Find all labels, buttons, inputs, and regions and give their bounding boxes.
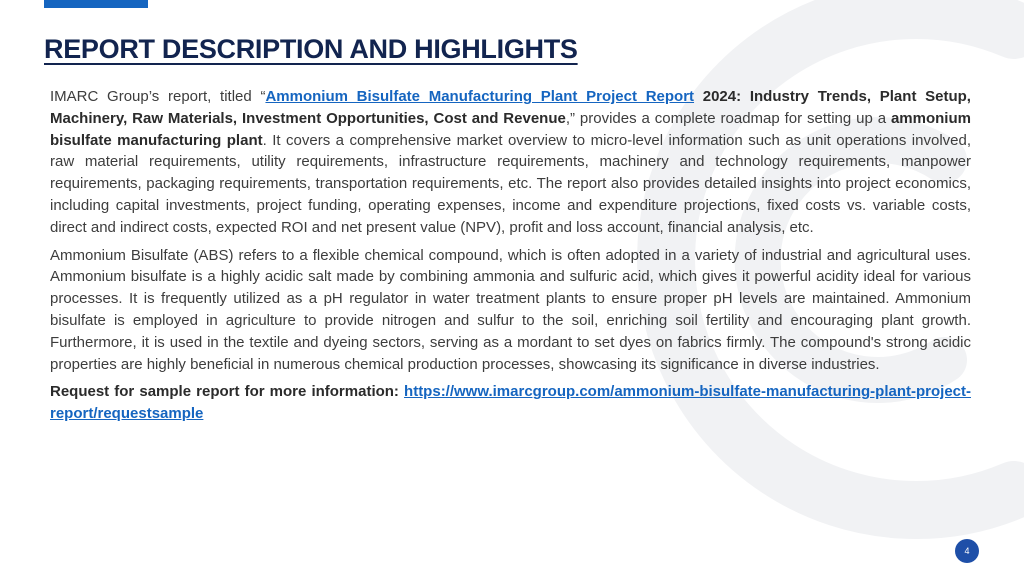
intro-text-1: IMARC Group’s report, titled “ — [50, 88, 266, 105]
intro-paragraph — [50, 86, 971, 239]
page-number-badge: 4 — [955, 539, 979, 563]
page-title: REPORT DESCRIPTION AND HIGHLIGHTS — [44, 34, 578, 64]
report-title-bold: 2024: Industry Trends, Plant Setup, Machinery, Raw Materials, Investment Opportunities, Cost and Revenue — [50, 88, 971, 127]
request-sample-link[interactable]: https://www.imarcgroup.com/ammonium-bisulfate-manufacturing-plant-project-report/requestsample — [50, 383, 971, 423]
report-title-link[interactable]: Ammonium Bisulfate Manufacturing Plant Project Report — [265, 88, 695, 105]
plant-name-bold: ammonium bisulfate manufacturing plant — [50, 109, 971, 149]
top-accent-bar — [44, 0, 148, 8]
description-paragraph: Ammonium Bisulfate (ABS) refers to a flexible chemical compound, which is often adopted in a variety of industrial and agricultural uses. Ammonium bisulfate is a highly acidic salt made by combining ammonia and sulfuric acid, which gives it powerful acidity ideal for various processes. It is frequently utilized as a pH regulator in water treatment plants to ensure proper pH levels are maintained. Ammonium bisulfate is employed in agriculture to provide nitrogen and sulfur to the soil, enriching soil fertility and encouraging plant growth. Furthermore, it is used in the textile and dyeing sectors, serving as a mordant to set dyes on fabrics firmly. The compound's strong acidic properties are highly beneficial in numerous chemical production processes, showcasing its significance in diverse industries. — [50, 246, 971, 373]
intro-text-2: ,” provides a complete roadmap for setting up a — [565, 109, 891, 127]
report-description — [50, 86, 971, 431]
request-line — [50, 381, 971, 425]
request-label: Request for sample report for more information: — [50, 383, 405, 401]
intro-text-3: . It covers a comprehensive market overview to micro-level information such as unit operations involved, raw material requirements, utility requirements, infrastructure requirements, machinery and technology requirements, manpower requirements, packaging requirements, transportation requirements, etc. The report also provides detailed insights into project economics, including capital investments, project funding, operating expenses, income and expenditure projections, fixed costs vs. variable costs, direct and indirect costs, expected ROI and net present value (NPV), profit and loss account, financial analysis, etc. — [50, 131, 971, 236]
